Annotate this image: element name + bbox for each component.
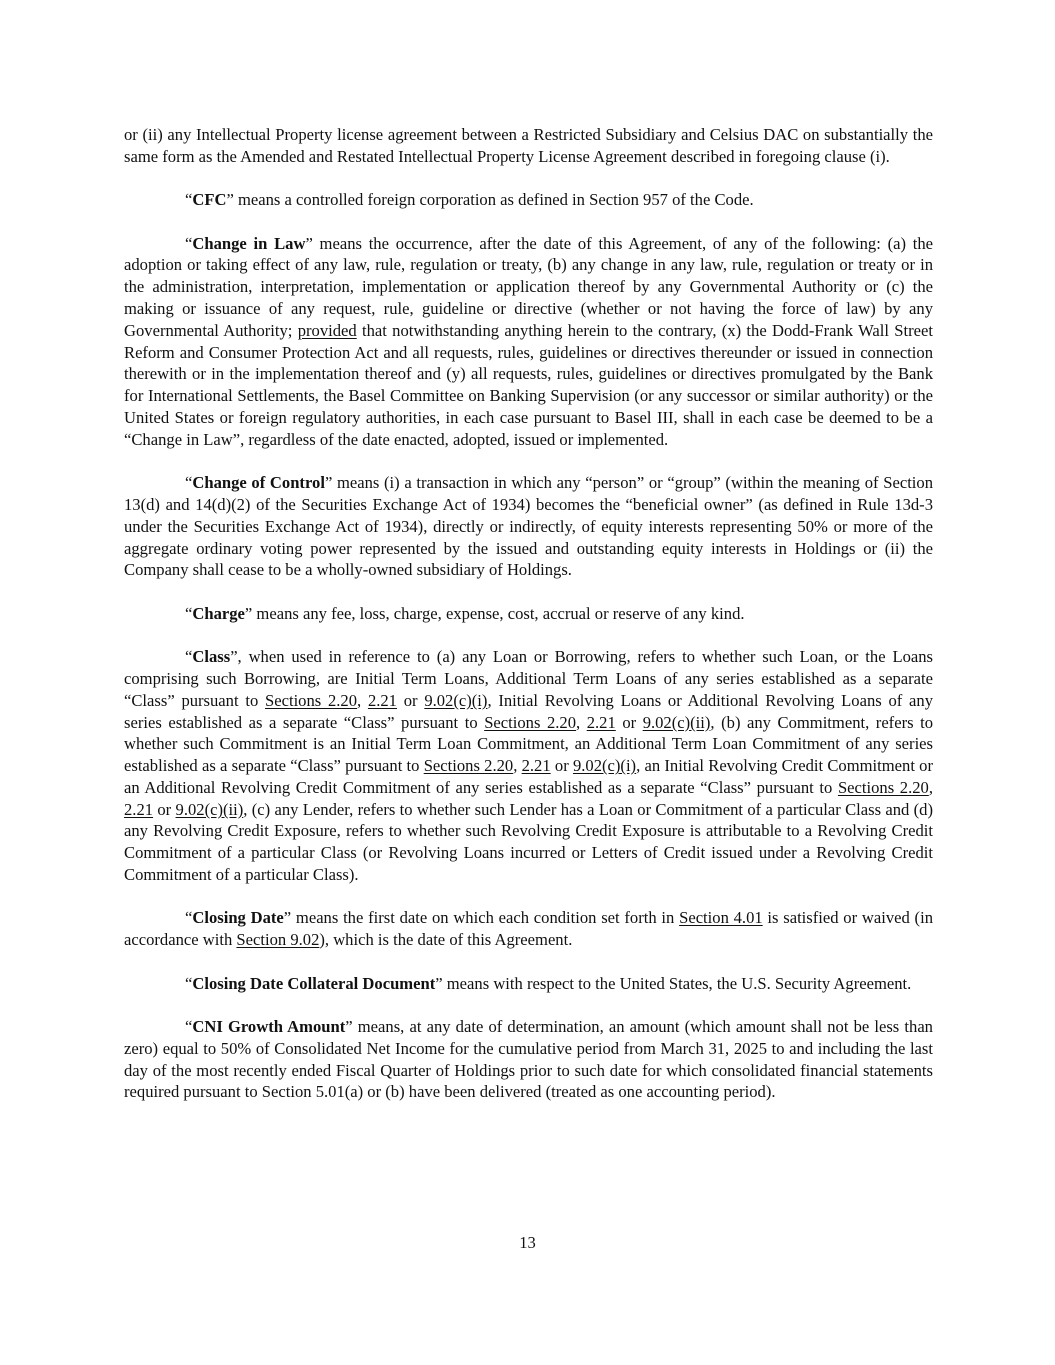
paragraph-text: “ bbox=[185, 647, 193, 667]
definition-paragraph bbox=[124, 646, 933, 886]
cross-reference: 9.02(c)(ii) bbox=[175, 799, 244, 819]
paragraph-text: or bbox=[153, 799, 176, 819]
definition-paragraph bbox=[124, 189, 933, 211]
paragraph-text: ” means with respect to the United States, the U.S. Security Agreement. bbox=[435, 973, 912, 993]
paragraph-text: ” means, at any date of determination, an amount (which amount shall not be less than zero) equal to 50% of Consolidated Net Income for the cumulative period from March 31, 2025 to and including the last day of the most recently ended Fiscal Quarter of Holdings prior to such date for which consolidated financial statements required pursuant to Section 5.01(a) or (b) have been delivered (treated as one accounting period). bbox=[124, 1017, 933, 1102]
paragraph-text: or bbox=[615, 712, 643, 732]
paragraph-text: , bbox=[513, 756, 522, 776]
paragraph-text: “ bbox=[185, 973, 193, 993]
paragraph-text: is satisfied or waived (in accordance with bbox=[124, 908, 933, 950]
definition-paragraph bbox=[124, 907, 933, 951]
paragraph-text: , bbox=[576, 712, 587, 732]
cross-reference: 9.02(c)(ii) bbox=[642, 712, 711, 732]
paragraph-text: , bbox=[928, 777, 933, 797]
paragraph-text: ” means a controlled foreign corporation as defined in Section 957 of the Code. bbox=[226, 190, 754, 210]
definition-paragraph bbox=[124, 1016, 933, 1103]
cross-reference: 2.21 bbox=[521, 756, 551, 776]
cross-reference: Sections 2.20 bbox=[423, 756, 514, 776]
page-number: 13 bbox=[519, 1233, 536, 1252]
cross-reference: Sections 2.20 bbox=[484, 712, 577, 732]
paragraph-text: “ bbox=[185, 473, 193, 493]
definition-paragraph bbox=[124, 973, 933, 995]
cross-reference: 2.21 bbox=[124, 799, 154, 819]
paragraph-text: ), which is the date of this Agreement. bbox=[319, 930, 573, 950]
cross-reference: 2.21 bbox=[586, 712, 616, 732]
definition-paragraph bbox=[124, 603, 933, 625]
paragraph-text: , Initial Revolving Loans or Additional Revolving Loans of any series established as a separate “Class” pursuant to bbox=[124, 690, 934, 732]
paragraph-text: or (ii) any Intellectual Property license agreement between a Restricted Subsidiary and Celsius DAC on substantially the same form as the Amended and Restated Intellectual Property License Agreement described in foregoing clause (i). bbox=[124, 125, 933, 166]
defined-term: Charge bbox=[192, 603, 245, 623]
paragraph-text: “ bbox=[185, 233, 193, 253]
cross-reference: 9.02(c)(i) bbox=[424, 690, 488, 710]
paragraph-text: , (c) any Lender, refers to whether such Lender has a Loan or Commitment of a particular Class and (d) any Revolving Credit Exposure, refers to whether such Revolving Credit Exposure is attributable to a Revolving Credit Commitment of a particular Class (or Revolving Loans incurred or Letters of Credit issued under a Revolving Credit Commitment of a particular Class). bbox=[124, 799, 933, 885]
paragraph-text: or bbox=[396, 690, 425, 710]
paragraph-text: , (b) any Commitment, refers to whether such Commitment is an Initial Term Loan Commitment, an Additional Term Loan Commitment of any series established as a separate “Class” pursuant to bbox=[124, 712, 934, 776]
defined-term: Change in Law bbox=[192, 233, 306, 253]
cross-reference: Sections 2.20 bbox=[837, 777, 929, 797]
paragraph-text: “ bbox=[185, 908, 193, 928]
paragraph-text: “ bbox=[185, 190, 193, 210]
paragraph-text: ” means the occurrence, after the date of this Agreement, of any of the following: (a) the adoption or taking effect of any law, rule, regulation or treaty, (b) any change in any law, rule, regulation or treaty or in the administration, interpretation, implementation or application thereof by any Governmental Authority or (c) the making or issuance of any request, rule, guideline or directive (whether or not having the force of law) by any Governmental Authority; bbox=[124, 233, 933, 340]
document-body bbox=[124, 124, 933, 1125]
paragraph-text: ”, when used in reference to (a) any Loan or Borrowing, refers to whether such Loan, or the Loans comprising such Borrowing, are Initial Term Loans, Additional Term Loans of any series established as a separate “Class” pursuant to bbox=[124, 647, 933, 710]
definition-paragraph bbox=[124, 124, 933, 168]
cross-reference: 2.21 bbox=[367, 690, 397, 710]
paragraph-text: or bbox=[550, 756, 573, 776]
definition-paragraph bbox=[124, 472, 933, 581]
paragraph-text: ” means (i) a transaction in which any “person” or “group” (within the meaning of Section 13(d) and 14(d)(2) of the Securities Exchange Act of 1934) becomes the “beneficial owner” (as defined in Rule 13d-3 under the Securities Exchange Act of 1934), directly or indirectly, of equity interests representing 50% or more of the aggregate ordinary voting power represented by the issued and outstanding equity interests in Holdings or (ii) the Company shall cease to be a wholly-owned subsidiary of Holdings. bbox=[124, 473, 934, 580]
defined-term: Closing Date bbox=[192, 908, 284, 928]
paragraph-text: “ bbox=[185, 603, 193, 623]
paragraph-text: that notwithstanding anything herein to the contrary, (x) the Dodd-Frank Wall Street Reform and Consumer Protection Act and all requests, rules, guidelines or directives thereunder or issued in connection therewith or in the implementation thereof and (y) all requests, rules, guidelines or directives promulgated by the Bank for International Settlements, the Basel Committee on Banking Supervision (or any successor or similar authority) or the United States or foreign regulatory authorities, in each case pursuant to Basel III, shall in each case be deemed to be a “Change in Law”, regardless of the date enacted, adopted, issued or implemented. bbox=[124, 320, 933, 449]
defined-term: Class bbox=[192, 647, 231, 667]
paragraph-text: ” means any fee, loss, charge, expense, cost, accrual or reserve of any kind. bbox=[244, 603, 745, 623]
paragraph-text: “ bbox=[185, 1017, 193, 1037]
cross-reference: Section 4.01 bbox=[679, 908, 763, 928]
cross-reference: provided bbox=[297, 320, 357, 340]
cross-reference: Section 9.02 bbox=[236, 930, 320, 950]
defined-term: CNI Growth Amount bbox=[192, 1017, 346, 1037]
cross-reference: 9.02(c)(i) bbox=[572, 756, 637, 776]
cross-reference: Sections 2.20 bbox=[265, 690, 358, 710]
definition-paragraph bbox=[124, 233, 933, 451]
defined-term: Closing Date Collateral Document bbox=[192, 973, 436, 993]
paragraph-text: , an Initial Revolving Credit Commitment or an Additional Revolving Credit Commitment of any series established as a separate “Class” pursuant to bbox=[124, 756, 933, 797]
paragraph-text: , bbox=[357, 690, 368, 710]
paragraph-text: ” means the first date on which each condition set forth in bbox=[283, 908, 680, 928]
defined-term: CFC bbox=[192, 190, 227, 210]
defined-term: Change of Control bbox=[192, 473, 325, 493]
